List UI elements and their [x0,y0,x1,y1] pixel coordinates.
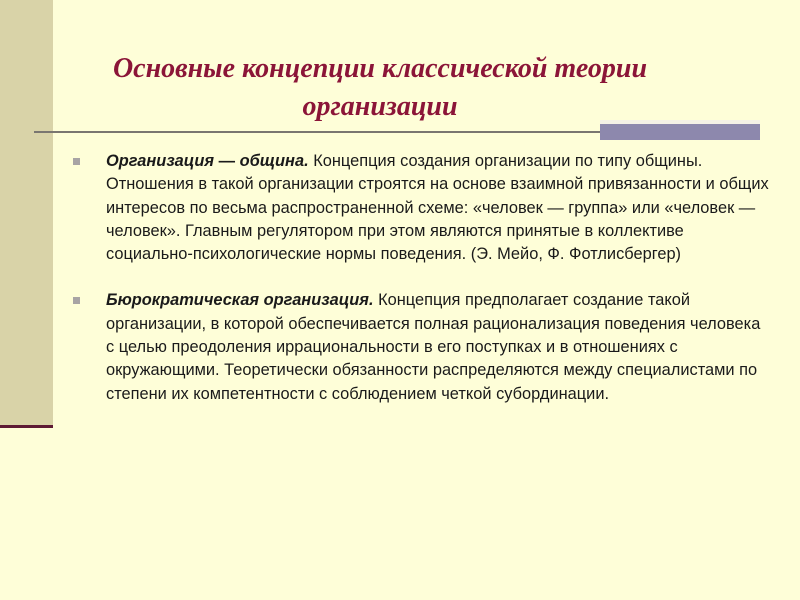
title-divider-line [34,131,602,133]
concept-dash: — [214,152,240,170]
concept-item-community [70,150,770,266]
slide-title [60,50,700,126]
concept-list [70,150,770,406]
concept-term: Организация [106,152,215,170]
concept-term: Бюрократическая организация. [106,291,374,310]
bullet-icon [73,297,80,304]
concept-item-bureaucratic [70,289,770,405]
side-decor-line [0,425,53,428]
bullet-icon [73,158,80,165]
slide-title-line-1: Основные концепции классической теории [112,53,648,84]
concept-description: Концепция создания организации по типу общины. Отношения в такой организации строятся на основе взаимной привязанности и общих интересов по весьма распространенной схеме: «человек — группа» или «человек — человек». Главным регулятором при этом являются принятые в коллективе социально-психологические нормы поведения. (Э. Мейо, Ф. Фотлисбергер) [106,152,769,264]
slide-title-line-2: организации [302,91,458,122]
concept-description: Концепция предполагает создание такой организации, в которой обеспечивается полная рационализация поведения человека с целью преодоления иррациональности в его поступках и в отношениях с окружающими. Теоретически обязанности распределяются между специалистами по степени их компетентности с соблюдением четкой субординации. [106,291,761,403]
title-divider-highlight [600,120,760,124]
title-divider-block [600,122,760,140]
concept-term-2: община. [239,152,309,170]
side-decor-band [0,0,53,427]
